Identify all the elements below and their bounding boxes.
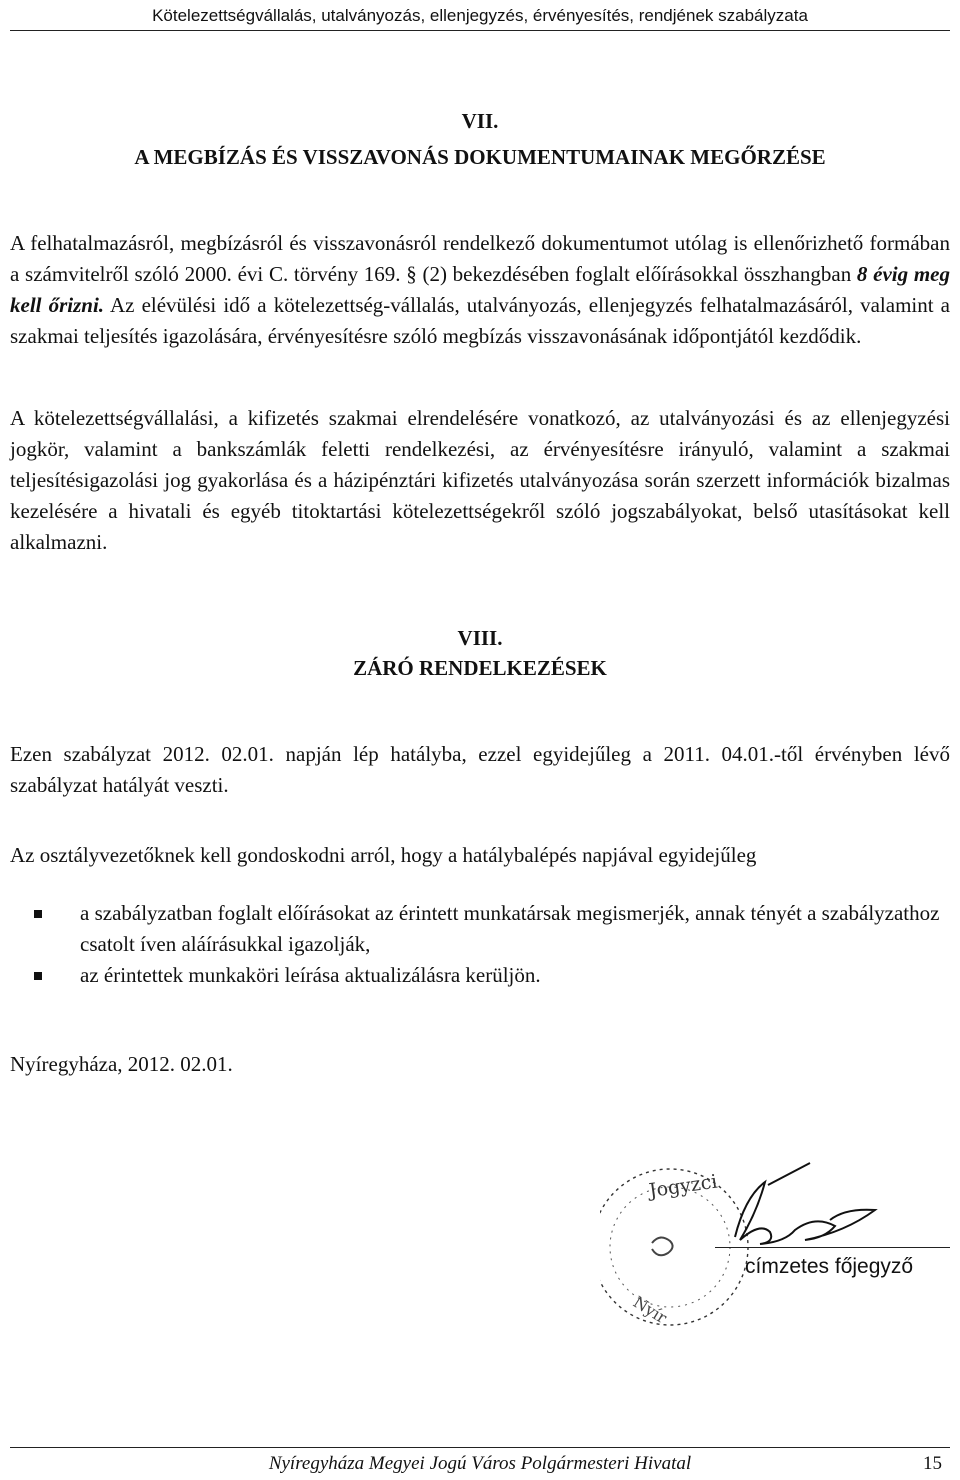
section-8-title: ZÁRÓ RENDELKEZÉSEK xyxy=(353,656,607,680)
section-7-number: VII. xyxy=(461,109,499,133)
section-8-paragraph-1: Ezen szabályzat 2012. 02.01. napján lép hatályba, ezzel egyidejűleg a 2011. 04.01.-től érvényben lévő szabályzat hatályát veszti. xyxy=(10,742,950,797)
bullet-square-icon xyxy=(34,972,42,980)
signature-block xyxy=(600,1155,960,1385)
signatory-title: címzetes főjegyző xyxy=(745,1255,914,1278)
running-header-title: Kötelezettségvállalás, utalványozás, ellenjegyzés, érvényesítés, rendjének szabályzata xyxy=(152,6,808,25)
retention-period-emphasis: 8 évig meg kell őrizni. xyxy=(10,262,950,317)
footer-institution: Nyíregyháza Megyei Jogú Város Polgármesteri Hivatal xyxy=(268,1453,692,1474)
section-7-paragraph-1 xyxy=(10,228,950,352)
place-and-date: Nyíregyháza, 2012. 02.01. xyxy=(10,1052,233,1076)
svg-text:Nyír: Nyír xyxy=(629,1292,671,1328)
bullet-list xyxy=(10,898,950,991)
section-7-title: A MEGBÍZÁS ÉS VISSZAVONÁS DOKUMENTUMAINAK MEGŐRZÉSE xyxy=(134,145,826,169)
section-7-paragraph-2: A kötelezettségvállalási, a kifizetés szakmai elrendelésére vonatkozó, az utalványozási és az ellenjegyzési jogkör, valamint a bankszámlák feletti rendelkezési, az érvényesítésre irányuló, valamint a szakmai teljesítésigazolási jog gyakorlása és a házipénztári kifizetés utalványozása során szerzett információk bizalmas kezelésére a hivatali és egyéb titoktartási kötelezettségekről szóló jogszabályokat, belső utasításokat kell alkalmazni. xyxy=(10,406,950,554)
svg-text:Jogyzci: Jogyzci xyxy=(647,1170,719,1202)
bullet-square-icon xyxy=(34,910,42,918)
section-8-paragraph-2: Az osztályvezetőknek kell gondoskodni arról, hogy a hatálybalépés napjával egyidejűleg xyxy=(10,843,757,867)
bullet-item: a szabályzatban foglalt előírásokat az érintett munkatársak megismerjék, annak tényét a szabályzathoz csatolt íven aláírásukkal igazolják, xyxy=(10,898,950,960)
running-header xyxy=(10,4,950,31)
signature-line xyxy=(715,1247,950,1248)
retention-text-end: Az elévülési idő a kötelezettség-vállalás, utalványozás, ellenjegyzés felhatalmazásáról, valamint a szakmai teljesítés igazolására, érvényesítésre szóló megbízás visszavonásának időpontjától kezdődik. xyxy=(10,293,950,348)
bullet-item: az érintettek munkaköri leírása aktualizálásra kerüljön. xyxy=(10,960,950,991)
retention-text-start: A felhatalmazásról, megbízásról és visszavonásról rendelkező dokumentumot utólag is ellenőrizhető formában a számvitelről szóló 2000. évi C. törvény 169. § (2) bekezdésében foglalt előírásokkal összhangban xyxy=(10,231,950,286)
section-8-number: VIII. xyxy=(457,626,503,650)
page-number: 15 xyxy=(923,1453,942,1474)
page-footer xyxy=(10,1447,950,1478)
